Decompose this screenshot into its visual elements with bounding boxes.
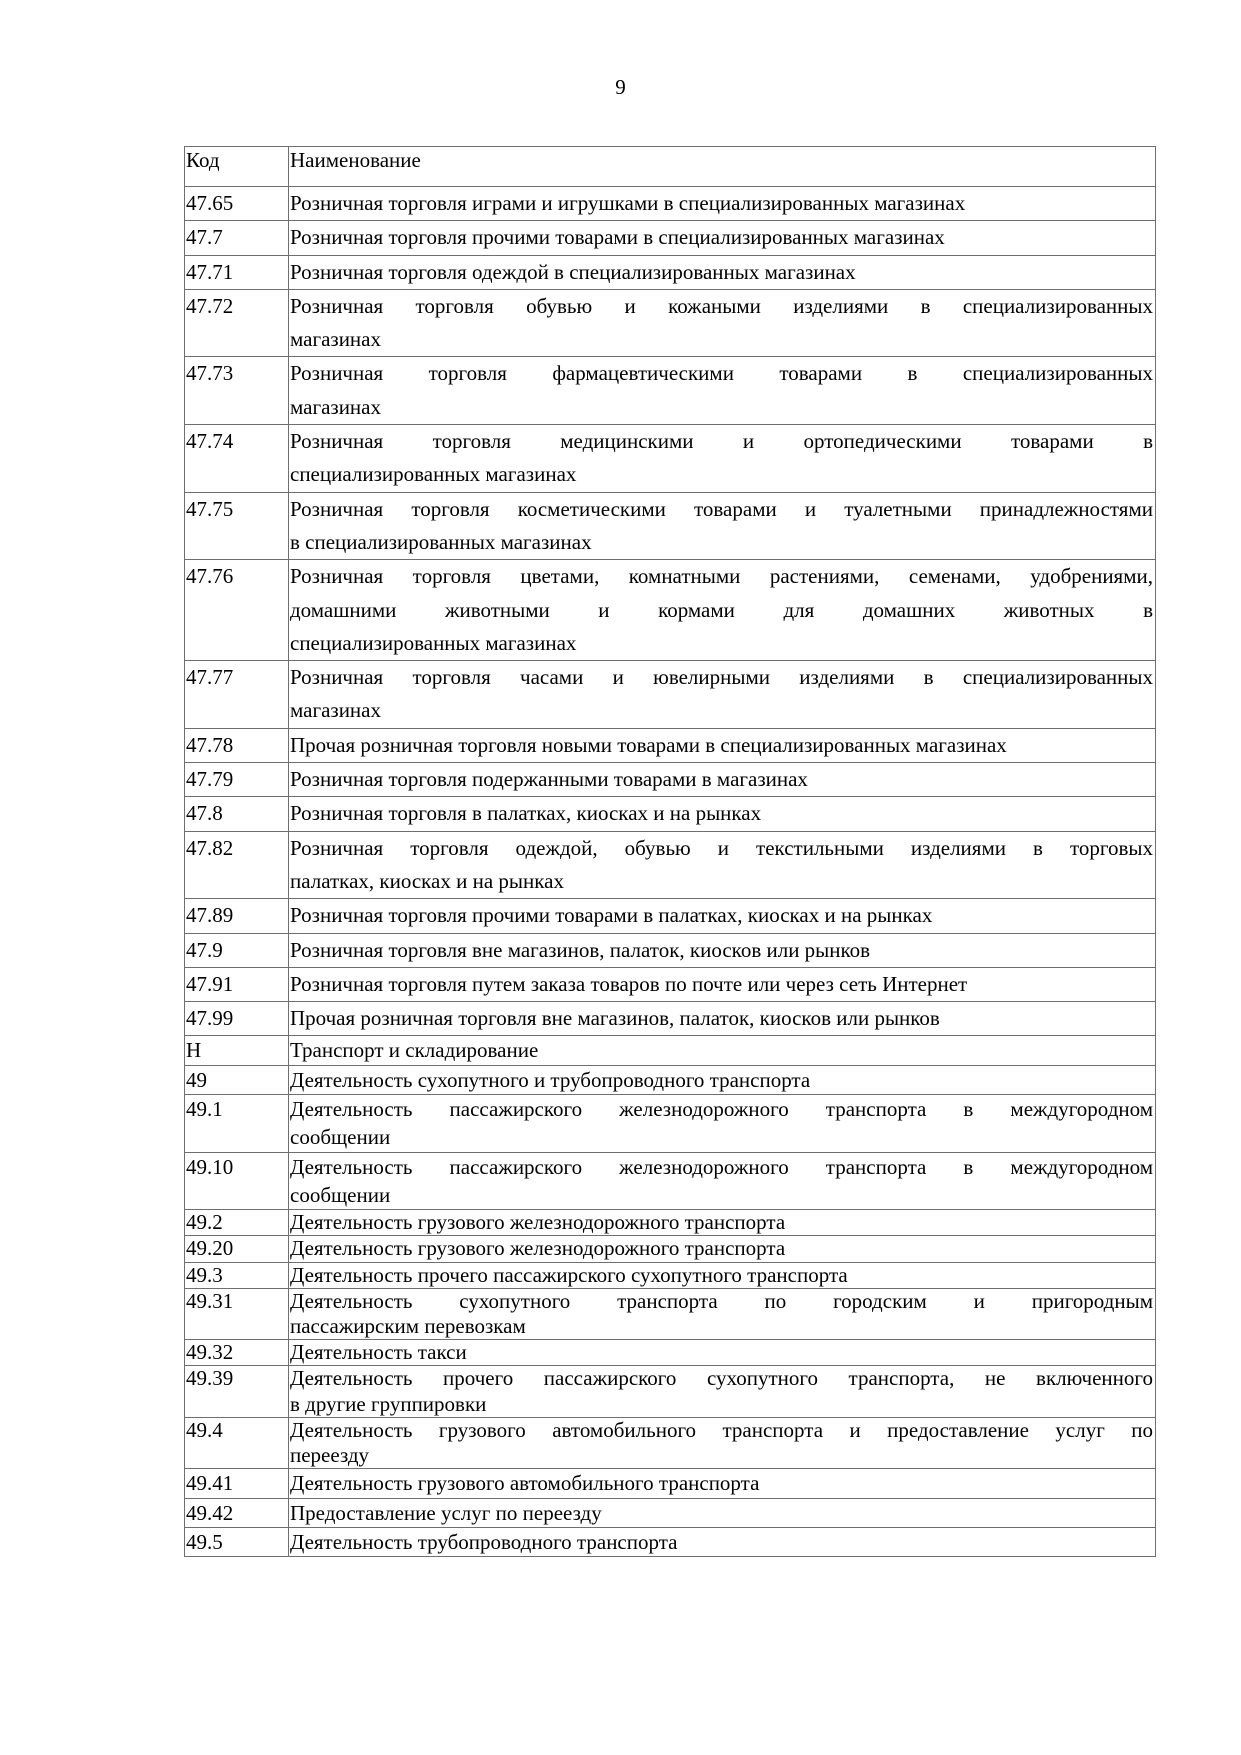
row-name xyxy=(289,763,1156,797)
table-row xyxy=(185,492,1156,560)
row-code: 47.79 xyxy=(185,763,289,797)
row-name-line: Деятельность грузового автомобильного транспорта xyxy=(290,1471,760,1496)
row-name-line: Деятельность сухопутного и трубопроводного транспорта xyxy=(290,1067,811,1092)
row-code: 49.41 xyxy=(185,1469,289,1498)
table-row xyxy=(185,1527,1156,1556)
row-name-line: Розничная торговля часами и ювелирными изделиями в специализированных xyxy=(290,665,1153,690)
table-row xyxy=(185,1095,1156,1153)
row-code: 47.78 xyxy=(185,728,289,762)
row-code: 49.10 xyxy=(185,1152,289,1210)
table-row xyxy=(185,1498,1156,1527)
row-name xyxy=(289,1236,1156,1262)
page-number: 9 xyxy=(615,75,626,99)
row-code: 49.3 xyxy=(185,1262,289,1288)
table-header-row xyxy=(185,147,1156,187)
row-name xyxy=(289,831,1156,899)
table-row xyxy=(185,728,1156,762)
table-row xyxy=(185,357,1156,425)
row-name-line: пассажирским перевозкам xyxy=(290,1314,526,1339)
row-name xyxy=(289,289,1156,357)
row-name xyxy=(289,1340,1156,1366)
row-name-line: Деятельность пассажирского железнодорожного транспорта в междугородном xyxy=(290,1097,1153,1122)
table-row xyxy=(185,187,1156,221)
row-code: 47.91 xyxy=(185,967,289,1001)
table-row xyxy=(185,797,1156,831)
row-name-line: Деятельность грузового железнодорожного транспорта xyxy=(290,1236,786,1261)
row-name-line: Розничная торговля вне магазинов, палаток, киосков или рынков xyxy=(290,937,871,962)
row-code: 49.1 xyxy=(185,1095,289,1153)
row-name xyxy=(289,1469,1156,1498)
table-row xyxy=(185,1288,1156,1339)
row-code: 47.76 xyxy=(185,560,289,661)
row-name xyxy=(289,560,1156,661)
row-name xyxy=(289,967,1156,1001)
row-name xyxy=(289,661,1156,729)
row-name-line: Розничная торговля прочими товарами в специализированных магазинах xyxy=(290,225,945,250)
row-name xyxy=(289,1065,1156,1094)
row-code: 47.9 xyxy=(185,933,289,967)
row-code: 49.5 xyxy=(185,1527,289,1556)
table-row xyxy=(185,933,1156,967)
table-row xyxy=(185,1262,1156,1288)
row-name-line: магазинах xyxy=(290,698,381,723)
table-row xyxy=(185,967,1156,1001)
row-name xyxy=(289,1527,1156,1556)
row-name-line: Розничная торговля в палатках, киосках и на рынках xyxy=(290,801,762,826)
row-name-line: Деятельность прочего пассажирского сухопутного транспорта xyxy=(290,1262,848,1287)
row-name-line: Деятельность прочего пассажирского сухопутного транспорта, не включенного xyxy=(290,1366,1153,1391)
row-name-line: домашними животными и кормами для домашних животных в xyxy=(290,597,1153,622)
row-name-line: магазинах xyxy=(290,327,381,352)
row-code: 47.8 xyxy=(185,797,289,831)
row-name xyxy=(289,1366,1156,1417)
row-name xyxy=(289,1262,1156,1288)
row-name xyxy=(289,255,1156,289)
row-code: 49.4 xyxy=(185,1417,289,1468)
row-code: 49.2 xyxy=(185,1210,289,1236)
row-name xyxy=(289,1036,1156,1065)
okved-table xyxy=(184,146,1156,1557)
row-code: 47.65 xyxy=(185,187,289,221)
table-row xyxy=(185,255,1156,289)
row-code: 47.89 xyxy=(185,899,289,933)
table-row xyxy=(185,1366,1156,1417)
row-code: 47.99 xyxy=(185,1002,289,1036)
table-row xyxy=(185,661,1156,729)
row-name-line: специализированных магазинах xyxy=(290,630,577,655)
row-name-line: Розничная торговля фармацевтическими товарами в специализированных xyxy=(290,361,1153,386)
row-name-line: в специализированных магазинах xyxy=(290,529,592,554)
table-row xyxy=(185,560,1156,661)
row-name-line: специализированных магазинах xyxy=(290,462,577,487)
row-code: 47.82 xyxy=(185,831,289,899)
row-name xyxy=(289,728,1156,762)
table-row xyxy=(185,1469,1156,1498)
row-name-line: Деятельность трубопроводного транспорта xyxy=(290,1529,678,1554)
row-name xyxy=(289,221,1156,255)
row-name xyxy=(289,1498,1156,1527)
row-name xyxy=(289,357,1156,425)
row-name xyxy=(289,1002,1156,1036)
row-name-line: сообщении xyxy=(290,1125,391,1150)
row-code: 49 xyxy=(185,1065,289,1094)
row-name-line: палатках, киосках и на рынках xyxy=(290,868,564,893)
row-name-line: Розничная торговля прочими товарами в палатках, киосках и на рынках xyxy=(290,903,933,928)
table-row xyxy=(185,1152,1156,1210)
row-name-line: Деятельность сухопутного транспорта по городским и пригородным xyxy=(290,1288,1153,1313)
table-row xyxy=(185,1417,1156,1468)
row-code: 49.39 xyxy=(185,1366,289,1417)
row-name xyxy=(289,425,1156,493)
row-name-line: Предоставление услуг по переезду xyxy=(290,1500,602,1525)
row-name-line: Прочая розничная торговля новыми товарами в специализированных магазинах xyxy=(290,732,1007,757)
row-name-line: Розничная торговля одеждой, обувью и текстильными изделиями в торговых xyxy=(290,835,1153,860)
row-name-line: магазинах xyxy=(290,394,381,419)
row-name-line: Розничная торговля обувью и кожаными изделиями в специализированных xyxy=(290,293,1153,318)
row-name-line: Розничная торговля одеждой в специализированных магазинах xyxy=(290,259,856,284)
row-code: 47.72 xyxy=(185,289,289,357)
row-name xyxy=(289,1288,1156,1339)
row-name-line: в другие группировки xyxy=(290,1391,487,1416)
row-code: 47.77 xyxy=(185,661,289,729)
row-name xyxy=(289,1417,1156,1468)
row-code: 47.73 xyxy=(185,357,289,425)
header-name: Наименование xyxy=(289,147,1156,187)
row-name-line: Деятельность такси xyxy=(290,1340,467,1365)
table-row xyxy=(185,1036,1156,1065)
row-name-line: переезду xyxy=(290,1443,370,1468)
table-row xyxy=(185,831,1156,899)
table-row xyxy=(185,1210,1156,1236)
table-row xyxy=(185,763,1156,797)
row-name xyxy=(289,492,1156,560)
row-code: 49.32 xyxy=(185,1340,289,1366)
table-row xyxy=(185,1236,1156,1262)
row-name-line: Розничная торговля подержанными товарами в магазинах xyxy=(290,767,808,792)
table-row xyxy=(185,425,1156,493)
row-code: H xyxy=(185,1036,289,1065)
row-name-line: сообщении xyxy=(290,1182,391,1207)
row-name-line: Транспорт и складирование xyxy=(290,1038,539,1063)
row-name-line: Деятельность пассажирского железнодорожного транспорта в междугородном xyxy=(290,1154,1153,1179)
table-row xyxy=(185,221,1156,255)
row-code: 47.71 xyxy=(185,255,289,289)
table-row xyxy=(185,1065,1156,1094)
row-name xyxy=(289,1152,1156,1210)
row-name-line: Деятельность грузового железнодорожного транспорта xyxy=(290,1210,786,1235)
row-code: 49.42 xyxy=(185,1498,289,1527)
row-name-line: Деятельность грузового автомобильного транспорта и предоставление услуг по xyxy=(290,1417,1153,1442)
row-name xyxy=(289,1210,1156,1236)
row-name-line: Розничная торговля медицинскими и ортопедическими товарами в xyxy=(290,429,1153,454)
row-name-line: Прочая розничная торговля вне магазинов, палаток, киосков или рынков xyxy=(290,1006,940,1031)
row-code: 47.75 xyxy=(185,492,289,560)
table-row xyxy=(185,289,1156,357)
row-name xyxy=(289,1095,1156,1153)
row-code: 47.7 xyxy=(185,221,289,255)
row-name xyxy=(289,187,1156,221)
row-name-line: Розничная торговля косметическими товарами и туалетными принадлежностями xyxy=(290,496,1153,521)
table-row xyxy=(185,899,1156,933)
row-code: 49.31 xyxy=(185,1288,289,1339)
row-name xyxy=(289,899,1156,933)
row-name-line: Розничная торговля путем заказа товаров по почте или через сеть Интернет xyxy=(290,971,968,996)
row-name xyxy=(289,797,1156,831)
table-row xyxy=(185,1002,1156,1036)
table-body xyxy=(185,187,1156,1557)
header-code: Код xyxy=(185,147,289,187)
row-name-line: Розничная торговля играми и игрушками в специализированных магазинах xyxy=(290,191,966,215)
table-row xyxy=(185,1340,1156,1366)
row-name xyxy=(289,933,1156,967)
row-code: 49.20 xyxy=(185,1236,289,1262)
row-name-line: Розничная торговля цветами, комнатными растениями, семенами, удобрениями, xyxy=(290,564,1153,589)
row-code: 47.74 xyxy=(185,425,289,493)
